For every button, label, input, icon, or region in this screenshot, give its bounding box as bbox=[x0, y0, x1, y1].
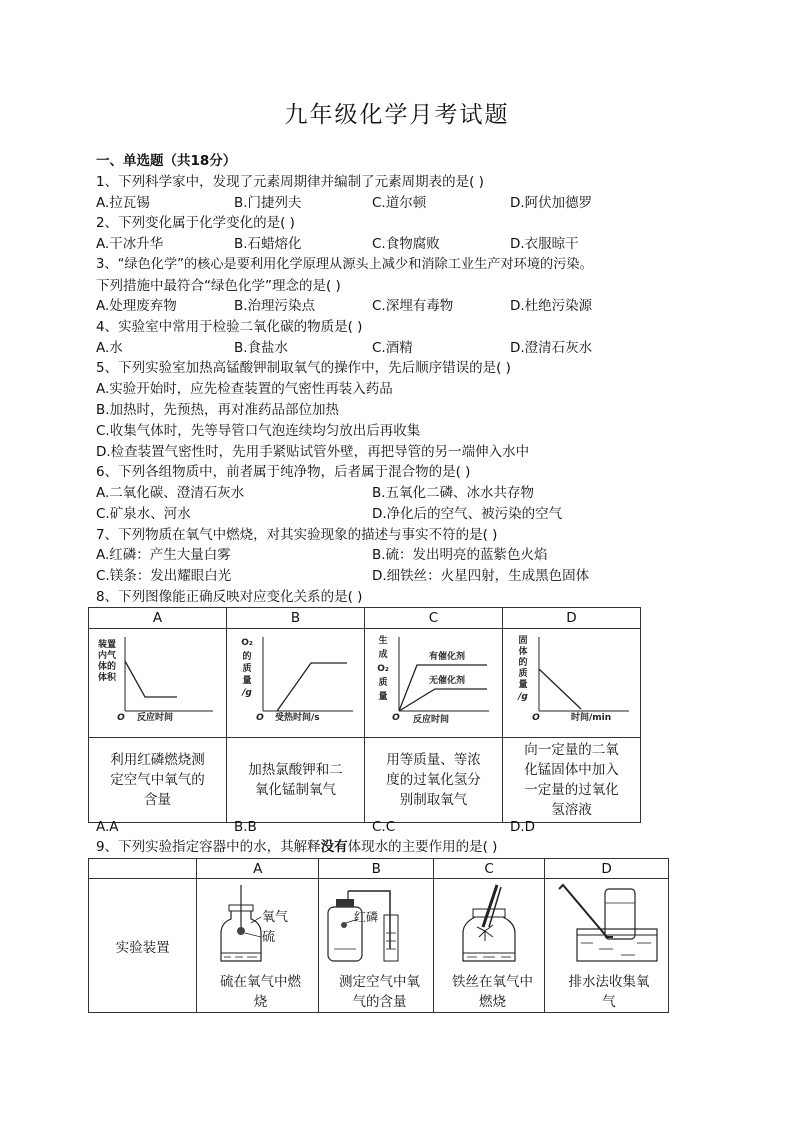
graph-c-curve-catalyst bbox=[399, 665, 487, 711]
q8-option-a[interactable]: A.A bbox=[96, 819, 119, 835]
graph-a-curve bbox=[125, 661, 177, 697]
q9-stem-post: 体现水的主要作用的是( ) bbox=[347, 839, 498, 855]
q4-option-c[interactable]: C.酒精 bbox=[372, 340, 413, 356]
oxygen-label: 氧气 bbox=[261, 910, 288, 925]
graph-d-ylabel-2: 体 bbox=[517, 647, 528, 657]
collecting-bottle bbox=[605, 889, 635, 939]
sulfur-label: 硫 bbox=[261, 930, 275, 945]
q4-option-d[interactable]: D.澄清石灰水 bbox=[510, 340, 593, 356]
q6-option-c[interactable]: C.矿泉水、河水 bbox=[96, 506, 191, 522]
q1-option-d[interactable]: D.阿伏加德罗 bbox=[510, 195, 593, 211]
q9-apparatus-c bbox=[435, 879, 543, 969]
q7-option-a[interactable]: A.红磷：产生大量白雾 bbox=[96, 547, 231, 563]
graph-c-line2-label: 无催化剂 bbox=[428, 676, 465, 686]
q9-caption-d bbox=[548, 972, 670, 1012]
q9-apparatus-d bbox=[547, 879, 667, 969]
graph-c-ylabel-4: 质 bbox=[377, 678, 388, 688]
graph-d-ylabel-4: 质 bbox=[517, 669, 528, 679]
graph-b-ylabel-2: 的 bbox=[241, 652, 252, 662]
q9-header-blank bbox=[89, 859, 197, 879]
q9-caption-b-line1: 测定空气中氧 bbox=[339, 974, 420, 990]
q8-caption-d bbox=[503, 738, 641, 823]
phosphorus-label: 红磷 bbox=[354, 910, 379, 924]
graph-a-xlabel: 反应时间 bbox=[136, 713, 173, 723]
graph-c-xlabel: 反应时间 bbox=[412, 715, 449, 725]
q8-graph-c-cell bbox=[365, 629, 503, 738]
q8-option-b[interactable]: B.B bbox=[234, 819, 257, 835]
q7-stem: 7、下列物质在氧气中燃烧，对其实验现象的描述与事实不符的是( ) bbox=[96, 527, 498, 543]
q8-caption-c-line2: 度的过氧化氢分 bbox=[386, 772, 481, 788]
graph-a-ylabel-1: 装置 bbox=[97, 640, 116, 650]
graph-c-origin: O bbox=[391, 713, 400, 723]
graph-b-origin: O bbox=[255, 713, 264, 723]
graph-a-ylabel-4: 体积 bbox=[97, 673, 116, 683]
q3-stem-line1: 3、“绿色化学”的核心是要利用化学原理从源头上减少和消除工业生产对环境的污染。 bbox=[96, 257, 593, 272]
graph-b-curve bbox=[277, 663, 347, 711]
q3-option-c[interactable]: C.深埋有毒物 bbox=[372, 298, 454, 314]
graph-d-ylabel-3: 的 bbox=[517, 658, 528, 668]
q2-option-d[interactable]: D.衣服晾干 bbox=[510, 236, 579, 252]
q8-graph-d-cell bbox=[503, 629, 641, 738]
graph-d-curve bbox=[539, 669, 581, 709]
q9-apparatus-a bbox=[199, 879, 317, 969]
q4-option-b[interactable]: B.食盐水 bbox=[234, 340, 289, 356]
q2-stem: 2、下列变化属于化学变化的是( ) bbox=[96, 215, 295, 231]
q9-stem bbox=[96, 838, 497, 856]
water-beaker bbox=[384, 915, 398, 961]
graph-d-origin: O bbox=[531, 713, 540, 723]
q8-caption-c-line1: 用等质量、等浓 bbox=[386, 752, 481, 768]
q8-caption-d-line3: 一定量的过氧化 bbox=[524, 782, 619, 798]
q1-option-c[interactable]: C.道尔顿 bbox=[372, 195, 427, 211]
q9-caption-a bbox=[199, 972, 322, 1012]
q9-header-a: A bbox=[197, 859, 319, 879]
q1-option-a[interactable]: A.拉瓦锡 bbox=[96, 195, 150, 211]
q7-option-b[interactable]: B.硫：发出明亮的蓝紫色火焰 bbox=[372, 547, 548, 563]
q5-option-c[interactable]: C.收集气体时，先等导管口气泡连续均匀放出后再收集 bbox=[96, 423, 421, 439]
q8-caption-b-line2: 氧化锰制氧气 bbox=[255, 782, 336, 798]
q1-option-b[interactable]: B.门捷列夫 bbox=[234, 195, 302, 211]
q8-graph-b bbox=[231, 629, 361, 733]
graph-b-ylabel-4: 量 bbox=[241, 676, 252, 686]
q9-header-d: D bbox=[545, 859, 669, 879]
sulfur-flame bbox=[237, 927, 245, 935]
page-title: 九年级化学月考试题 bbox=[284, 102, 510, 128]
q6-option-a[interactable]: A.二氧化碳、澄清石灰水 bbox=[96, 485, 245, 501]
graph-b-xlabel: 受热时间/s bbox=[274, 713, 320, 723]
q2-option-c[interactable]: C.食物腐败 bbox=[372, 236, 440, 252]
graph-c-line1-label: 有催化剂 bbox=[428, 652, 465, 662]
q8-caption-b-line1: 加热氯酸钾和二 bbox=[248, 762, 343, 778]
q9-stem-emphasis: 没有 bbox=[320, 839, 348, 855]
q3-option-a[interactable]: A.处理废弃物 bbox=[96, 298, 177, 314]
q8-graph-d bbox=[507, 629, 637, 733]
graph-c-curve-no-catalyst bbox=[399, 689, 487, 711]
graph-d-ylabel-6: /g bbox=[517, 692, 528, 702]
q4-option-a[interactable]: A.水 bbox=[96, 340, 123, 356]
q1-stem: 1、下列科学家中，发现了元素周期律并编制了元素周期表的是( ) bbox=[96, 174, 484, 190]
q4-stem: 4、实验室中常用于检验二氧化碳的物质是( ) bbox=[96, 319, 363, 335]
q9-caption-c-line2: 燃烧 bbox=[479, 994, 506, 1010]
q8-header-c: C bbox=[365, 608, 503, 629]
q9-header-b: B bbox=[319, 859, 434, 879]
q9-caption-a-line2: 烧 bbox=[253, 994, 268, 1010]
graph-a-origin: O bbox=[116, 713, 125, 723]
q7-option-d[interactable]: D.细铁丝：火星四射，生成黑色固体 bbox=[372, 568, 590, 584]
q9-caption-a-line1: 硫在氧气中燃 bbox=[220, 974, 301, 990]
q8-caption-a-line2: 定空气中氧气的 bbox=[110, 772, 205, 788]
q8-graph-a-cell bbox=[89, 629, 227, 738]
graph-b-ylabel-5: /g bbox=[241, 688, 252, 698]
graph-b-ylabel-1: O₂ bbox=[240, 638, 253, 648]
graph-c-ylabel-3: O₂ bbox=[376, 664, 389, 674]
graph-d-xlabel: 时间/min bbox=[570, 713, 611, 723]
q9-apparatus-b bbox=[320, 879, 432, 969]
q8-caption-a-line3: 含量 bbox=[144, 792, 171, 808]
q9-header-c: C bbox=[434, 859, 545, 879]
q8-caption-d-line4: 氢溶液 bbox=[551, 802, 592, 818]
q5-option-d[interactable]: D.检查装置气密性时，先用手紧贴试管外壁，再把导管的另一端伸入水中 bbox=[96, 444, 530, 460]
q5-option-a[interactable]: A.实验开始时，应先检查装置的气密性再装入药品 bbox=[96, 381, 393, 397]
sulfur-pointer bbox=[245, 933, 261, 937]
q8-header-b: B bbox=[227, 608, 365, 629]
q9-caption-b-line2: 气的含量 bbox=[352, 994, 407, 1010]
q8-caption-d-line1: 向一定量的二氧 bbox=[524, 742, 619, 758]
graph-c-ylabel-5: 量 bbox=[377, 692, 388, 702]
graph-a-ylabel-2: 内气 bbox=[97, 651, 116, 661]
q9-stem-pre: 9、下列实验指定容器中的水，其解释 bbox=[96, 839, 321, 855]
graph-d-ylabel-5: 量 bbox=[517, 680, 528, 690]
q2-option-b[interactable]: B.石蜡熔化 bbox=[234, 236, 302, 252]
q8-caption-c bbox=[365, 738, 503, 823]
q8-option-c[interactable]: C.C bbox=[372, 819, 396, 835]
q6-stem: 6、下列各组物质中，前者属于纯净物，后者属于混合物的是( ) bbox=[96, 464, 471, 480]
q8-caption-d-line2: 化锰固体中加入 bbox=[524, 762, 619, 778]
rubber-stopper bbox=[336, 899, 354, 907]
q6-option-b[interactable]: B.五氧化二磷、冰水共存物 bbox=[372, 485, 535, 501]
graph-a-ylabel-3: 体的 bbox=[97, 662, 116, 672]
q9-caption-d-line2: 气 bbox=[602, 994, 616, 1010]
graph-b-ylabel-3: 质 bbox=[241, 664, 252, 674]
q9-caption-b bbox=[322, 972, 437, 1012]
q3-option-b[interactable]: B.治理污染点 bbox=[234, 298, 316, 314]
q8-option-d[interactable]: D.D bbox=[510, 819, 536, 835]
q2-option-a[interactable]: A.干冰升华 bbox=[96, 236, 164, 252]
q8-header-d: D bbox=[503, 608, 641, 629]
q8-caption-a-line1: 利用红磷燃烧测 bbox=[110, 752, 205, 768]
q9-caption-d-line1: 排水法收集氧 bbox=[568, 974, 650, 990]
q8-caption-b bbox=[227, 738, 365, 823]
q9-caption-c bbox=[437, 972, 548, 1012]
graph-d-ylabel-1: 固 bbox=[517, 636, 528, 646]
oxygen-bottle bbox=[463, 917, 515, 961]
sparks bbox=[477, 925, 493, 941]
section-heading: 一、单选题（共18分） bbox=[96, 153, 237, 169]
q9-caption-c-line1: 铁丝在氧气中 bbox=[452, 974, 533, 990]
water-trough bbox=[577, 929, 657, 961]
graph-c-ylabel-2: 成 bbox=[377, 650, 388, 660]
q8-stem: 8、下列图像能正确反映对应变化关系的是( ) bbox=[96, 589, 363, 605]
q8-caption-c-line3: 别制取氧气 bbox=[399, 792, 468, 808]
q8-header-a: A bbox=[89, 608, 227, 629]
q8-graph-b-cell bbox=[227, 629, 365, 738]
q9-row-label: 实验装置 bbox=[89, 879, 197, 1013]
q5-stem: 5、下列实验室加热高锰酸钾制取氧气的操作中，先后顺序错误的是( ) bbox=[96, 360, 511, 376]
q8-graph-c bbox=[369, 629, 499, 733]
q8-graph-a bbox=[93, 629, 223, 733]
q3-option-d[interactable]: D.杜绝污染源 bbox=[510, 298, 593, 314]
q5-option-b[interactable]: B.加热时，先预热，再对准药品部位加热 bbox=[96, 402, 340, 418]
q3-stem-line2: 下列措施中最符合“绿色化学”理念的是( ) bbox=[96, 278, 341, 294]
graph-c-ylabel-1: 生 bbox=[377, 636, 388, 646]
q7-option-c[interactable]: C.镁条：发出耀眼白光 bbox=[96, 568, 232, 584]
q8-table bbox=[88, 607, 641, 823]
q8-caption-a bbox=[89, 738, 227, 823]
q6-option-d[interactable]: D.净化后的空气、被污染的空气 bbox=[372, 506, 563, 522]
